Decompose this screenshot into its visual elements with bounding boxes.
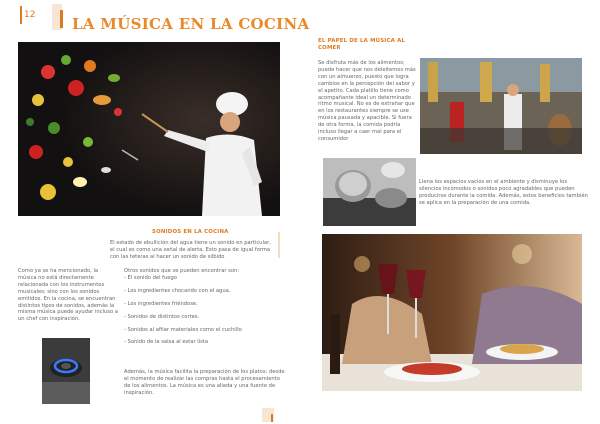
sonidos-body: El estado de ebullición del agua tiene un sonido en particular, el cual es como una señal de alerta. Esto pasa de igual forma con las teteras al hacer un sonido de silbido [110, 240, 271, 260]
title-accent-rule [60, 10, 63, 28]
page-title: LA MÚSICA EN LA COCINA [72, 15, 310, 33]
sonidos-heading: SONIDOS EN LA COCINA [152, 229, 229, 235]
stove-photo [323, 158, 416, 226]
list-item: - Los ingredientes chocando con el agua. [124, 287, 231, 294]
wine-dinner-photo [322, 234, 582, 391]
list-item: - Los ingredientes friéndose. [124, 300, 198, 307]
restaurant-photo [420, 58, 582, 154]
list-item: - Sonido de la salsa al estar lista [124, 339, 209, 346]
intro-column: Como ya se ha mencionado, la música no está directamente relacionada con los instrumentos musicales; sino con los sonidos emitidos. En la cocina, se encuentran distintos tipos de sonidos, además la misma música puede ayudar incluso a un chef con inspiración. [18, 268, 118, 323]
page-number: 12 [24, 10, 36, 20]
chef-photo [18, 42, 280, 216]
papel-body: Se disfruta más de los alimentos; puede hacer que nos deleitemos más con un almuerzo, puesto que logra cambios en la percepción del sabor y el apetito. Cada platillo tiene como acompañante ideal un determinado ritmo musical. No es de extrañar que en los restaurantes siempre se use música pausada y apacible. Si fuera de otra forma, la comida podría incluso llegar a caer mal para el consumidor [318, 60, 416, 142]
sounds-list [124, 268, 284, 346]
vacios-body: Llena los espacios vacíos en el ambiente y disminuye los silencios incómodos o sonidos poco agradables que pueden producirse durante la comida. Además, estos beneficios también se aplica en la preparación de una comida. [419, 179, 588, 206]
list-item: - Sonidos al afilar materiales como el cuchillo [124, 326, 242, 333]
gas-burner-photo [42, 338, 90, 404]
sonidos-accent-rule [278, 232, 280, 258]
closing-paragraph: Además, la música facilita la preparación de los platos: desde el momento de realizar las compras hasta el procesamiento de los alimentos. La música es una aliada y una fuente de inspiración. [124, 369, 285, 396]
list-item: - Sonidos de distintos cortes. [124, 313, 200, 320]
list-intro: Otros sonidos que se pueden encontrar son: [124, 268, 240, 274]
list-item: - El sonido del fuego [124, 274, 177, 281]
page-number-rule [20, 6, 22, 24]
footer-accent-rule [271, 414, 273, 422]
papel-heading: EL PAPEL DE LA MÚSICA AL COMER [318, 38, 406, 51]
